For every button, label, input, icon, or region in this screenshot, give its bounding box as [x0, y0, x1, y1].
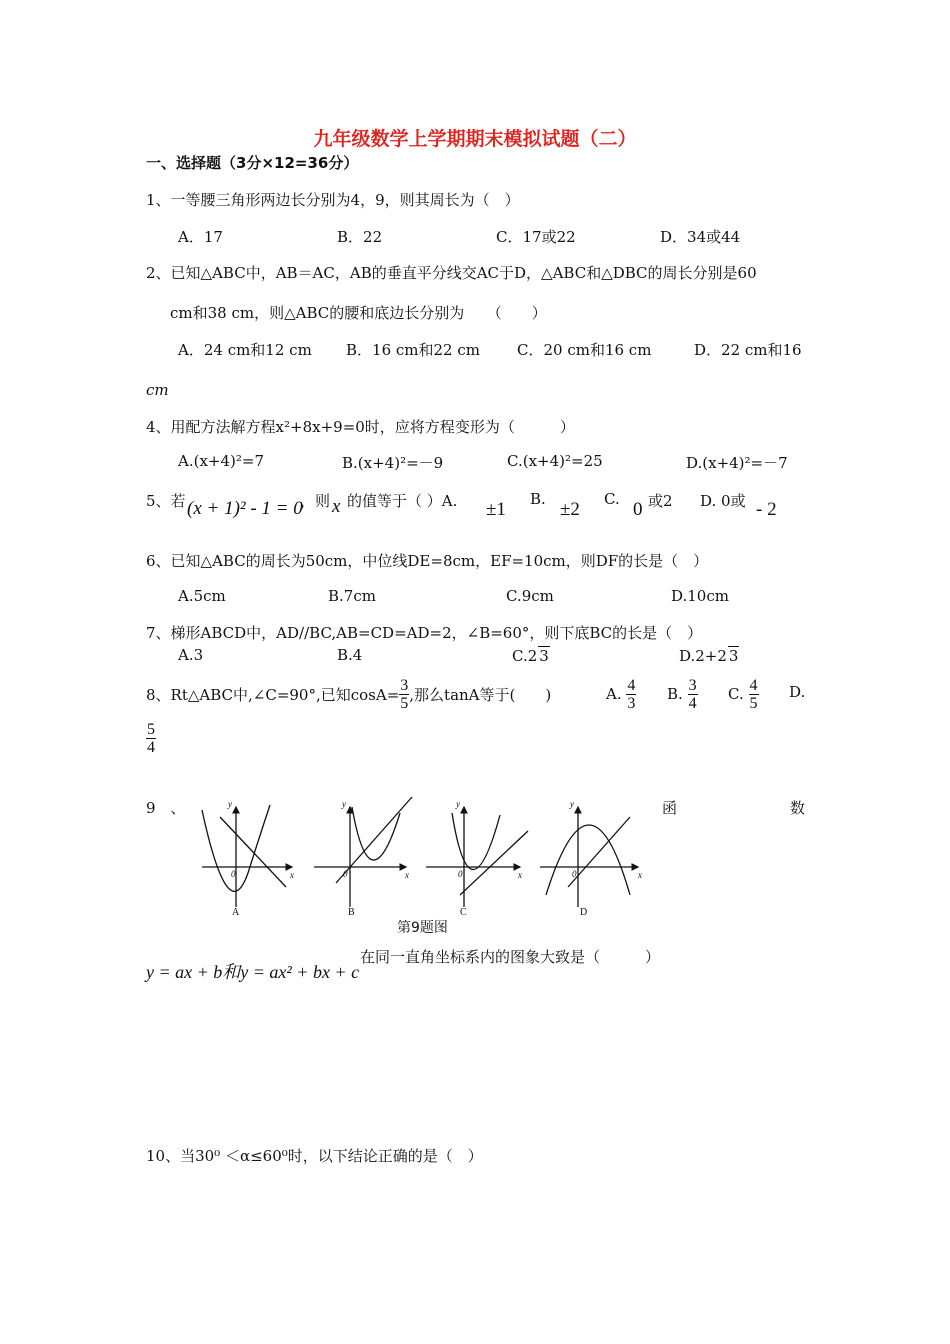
question-6-option-b: B.7cm: [328, 587, 376, 605]
question-5-text: ，则: [300, 492, 331, 510]
question-6-stem: 6、已知△ABC的周长为50cm，中位线DE=8cm，EF=10cm，则DF的长是（ ）: [146, 552, 709, 570]
graph-a-x-label: x: [290, 870, 294, 880]
question-5-option-c-tail: 或2: [648, 492, 673, 510]
graph-d-origin: 0: [572, 869, 577, 879]
graph-b-x-label: x: [405, 870, 409, 880]
question-6-option-d: D.10cm: [671, 587, 729, 605]
question-8-option-d-label: D.: [789, 683, 806, 701]
question-9-graphs: [190, 795, 650, 925]
graph-c-x-label: x: [518, 870, 522, 880]
question-8-stem-2: ,那么tanA等于( ): [409, 685, 552, 704]
question-8-option-b: B. $\frac{3}{4}$: [667, 676, 697, 712]
question-2-option-d: D．22 cm和16: [694, 341, 802, 359]
question-5-option-a: ±1: [486, 499, 506, 520]
question-8-cos-fraction: $\frac{3}{5}$: [400, 676, 409, 712]
question-5-option-b: ±2: [560, 499, 580, 520]
question-2-option-d-unit: cm: [146, 381, 169, 399]
graph-d: [540, 807, 638, 907]
question-1-option-c: C．17或22: [496, 228, 576, 246]
question-4-stem: 4、用配方法解方程x²+8x+9=0时，应将方程变形为（ ）: [146, 418, 575, 436]
question-1-option-a: A．17: [178, 228, 223, 246]
graph-a-y-label: y: [228, 799, 232, 809]
graph-a-label: A: [232, 907, 240, 918]
question-5-equation: (x + 1)² - 1 = 0: [187, 498, 303, 519]
question-9-formula: y = ax + b和y = ax² + bx + c: [146, 962, 360, 982]
question-4-option-b: B.(x+4)²=－9: [342, 454, 444, 472]
question-10-stem: 10、当30⁰ ＜α≤60⁰时，以下结论正确的是（ ）: [146, 1147, 483, 1165]
question-2-option-b: B．16 cm和22 cm: [346, 341, 480, 359]
graph-d-x-label: x: [638, 870, 642, 880]
question-6-option-a: A.5cm: [178, 587, 226, 605]
graph-a-origin: 0: [231, 869, 236, 879]
question-5-option-d-label: D. 0或: [700, 492, 746, 510]
graph-c-label: C: [460, 907, 467, 918]
section-heading: 一、选择题（3分×12=36分）: [146, 154, 359, 172]
graph-b-y-label: y: [342, 799, 346, 809]
question-5-option-c-value: 0: [633, 499, 643, 520]
question-7-option-d: D.2+2 3: [679, 647, 739, 665]
question-8-option-a: A. $\frac{4}{3}$: [606, 676, 636, 712]
question-9-number: 9 、: [146, 799, 186, 817]
question-1-option-b: B．22: [337, 228, 383, 246]
question-2-option-c: C．20 cm和16 cm: [517, 341, 652, 359]
graph-c: [426, 807, 528, 907]
graph-a: [202, 805, 292, 907]
graph-b: [314, 797, 412, 907]
question-9-word-2: 数: [790, 799, 806, 817]
question-9-caption: 第9题图: [397, 920, 448, 936]
question-7-stem: 7、梯形ABCD中，AD//BC,AB=CD=AD=2，∠B=60°，则下底BC的长是（ ）: [146, 624, 703, 642]
question-2-stem-line2: cm和38 cm，则△ABC的腰和底边长分别为 （ ）: [170, 304, 547, 322]
question-7-option-c: C.2 3: [512, 647, 549, 665]
question-8-option-c: C. $\frac{4}{5}$: [728, 676, 758, 712]
question-8-stem: 8、Rt△ABC中,∠C=90°,已知cosA=: [146, 685, 400, 704]
question-2-stem-line1: 2、已知△ABC中，AB＝AC，AB的垂直平分线交AC于D，△ABC和△DBC的周长分别是60: [146, 264, 757, 282]
question-5-variable: x: [332, 496, 341, 517]
question-8-line: [146, 672, 551, 716]
graph-b-origin: 0: [343, 869, 348, 879]
question-9-stem: 在同一直角坐标系内的图象大致是（ ）: [360, 948, 661, 966]
question-7-option-c-sqrt: 3: [539, 647, 549, 665]
question-2-option-a: A．24 cm和12 cm: [178, 341, 312, 359]
question-4-option-c: C.(x+4)²=25: [507, 452, 603, 470]
question-1-stem: 1、一等腰三角形两边长分别为4，9，则其周长为（ ）: [146, 191, 520, 209]
question-5-text-2: 的值等于（ ）A.: [347, 492, 458, 510]
question-7-option-b: B.4: [337, 646, 363, 664]
question-4-option-d: D.(x+4)²=－7: [686, 454, 788, 472]
graph-d-y-label: y: [570, 799, 574, 809]
graph-d-label: D: [580, 907, 588, 918]
question-7-option-a: A.3: [178, 646, 204, 664]
question-6-option-c: C.9cm: [506, 587, 554, 605]
question-8-option-d-fraction: $\frac{5}{4}$: [147, 721, 155, 756]
graph-b-label: B: [348, 907, 355, 918]
question-7-option-d-sqrt: 3: [728, 647, 739, 665]
graph-c-y-label: y: [456, 799, 460, 809]
question-5-option-d: - 2: [756, 499, 777, 520]
graph-c-origin: 0: [458, 869, 463, 879]
page-title: 九年级数学上学期期末模拟试题（二）: [313, 128, 637, 150]
question-5-option-b-label: B.: [530, 490, 546, 508]
question-9-word-1: 函: [662, 799, 678, 817]
question-5-prefix: 5、若: [146, 492, 186, 510]
question-4-option-a: A.(x+4)²=7: [178, 452, 265, 470]
question-1-option-d: D．34或44: [660, 228, 741, 246]
question-5-option-c-label: C.: [604, 490, 620, 508]
